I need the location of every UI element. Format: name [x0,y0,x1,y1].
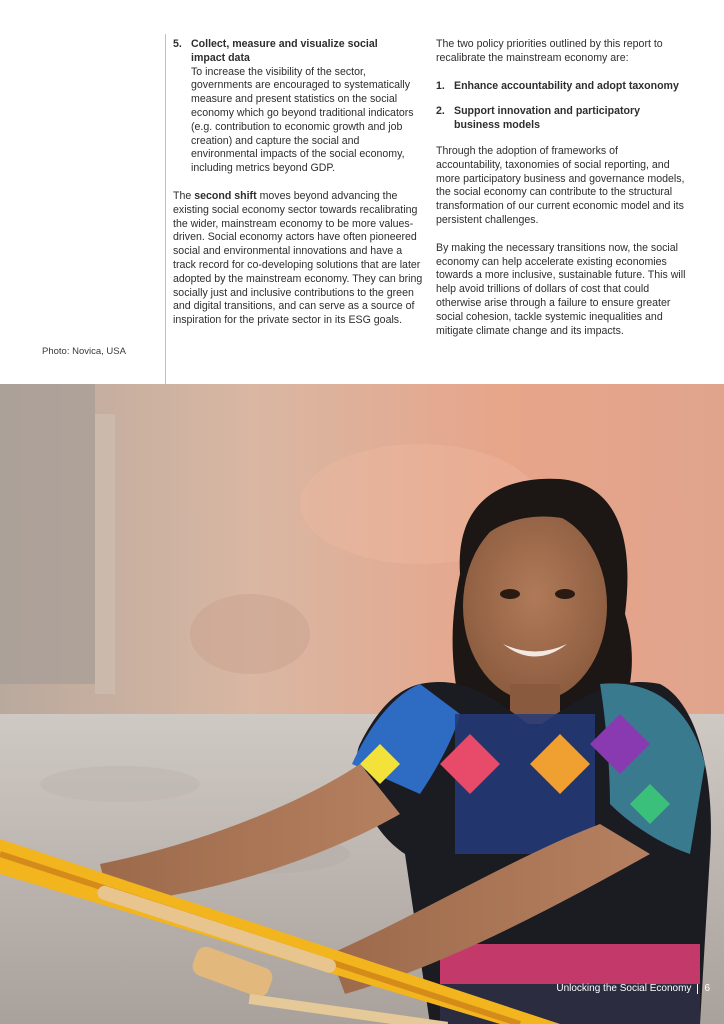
right-column [436,38,686,338]
item-heading: Support innovation and participatory business models [454,105,640,132]
list-item-1 [436,80,686,94]
footer-separator [697,984,698,994]
item-heading: Enhance accountability and adopt taxonomy [454,79,679,92]
accountability-paragraph: Through the adoption of frameworks of accountability, taxonomies of social reporting, and more participatory business and governance models, the social economy can contribute to the structural transformation of our current economic model and its persistent challenges. [436,144,685,226]
item-heading-line1: Collect, measure and visualize social [191,38,378,50]
para-text: moves beyond advancing the existing social economy sector towards recalibrating the wider, mainstream economy to be more values-driven. Social economy actors have often pioneered social and environmental innovations and have a track record for co-developing solutions that are later adopted by the mainstream economy. They can bring socially just and inclusive contributions to the green and digital transitions, and can serve as a source of inspiration for the private sector in its ESG goals. [173,189,423,327]
transitions-paragraph: By making the necessary transitions now, the social economy can help accelerate existing economies towards a more inclusive, sustainable future. This will help avoid trillions of dollars of cost that could otherwise arise through a failure to ensure greater social cohesion, tackle systemic inequalities and mitigate climate change and its impacts. [436,241,686,337]
item-heading-line2: impact data [191,51,250,64]
item-number: 2. [436,105,445,118]
item-number: 1. [436,79,445,92]
list-item-2 [436,105,686,133]
left-column [173,38,423,328]
photo-caption: Photo: Novica, USA [42,346,126,357]
para-lead: The [173,189,192,202]
priority-list [436,80,686,133]
page-number: 6 [704,983,710,994]
footer-title: Unlocking the Social Economy [556,983,692,994]
list-item-5 [173,38,423,176]
second-shift-paragraph [173,190,423,328]
column-divider [165,34,166,384]
para-emphasis: second shift [194,189,257,202]
page-footer [556,983,710,994]
item-body: To increase the visibility of the sector, governments are encouraged to systematically measure and present statistics on the social economy which go beyond traditional indicators (e.g. contribution to economic growth and job creation) and capture the social and environmental impacts of the social economy, including metrics beyond GDP. [191,65,414,175]
priorities-intro: The two policy priorities outlined by this report to recalibrate the mainstream economy are: [436,38,663,64]
weaver-photo [0,384,724,1024]
item-number: 5. [173,38,182,50]
